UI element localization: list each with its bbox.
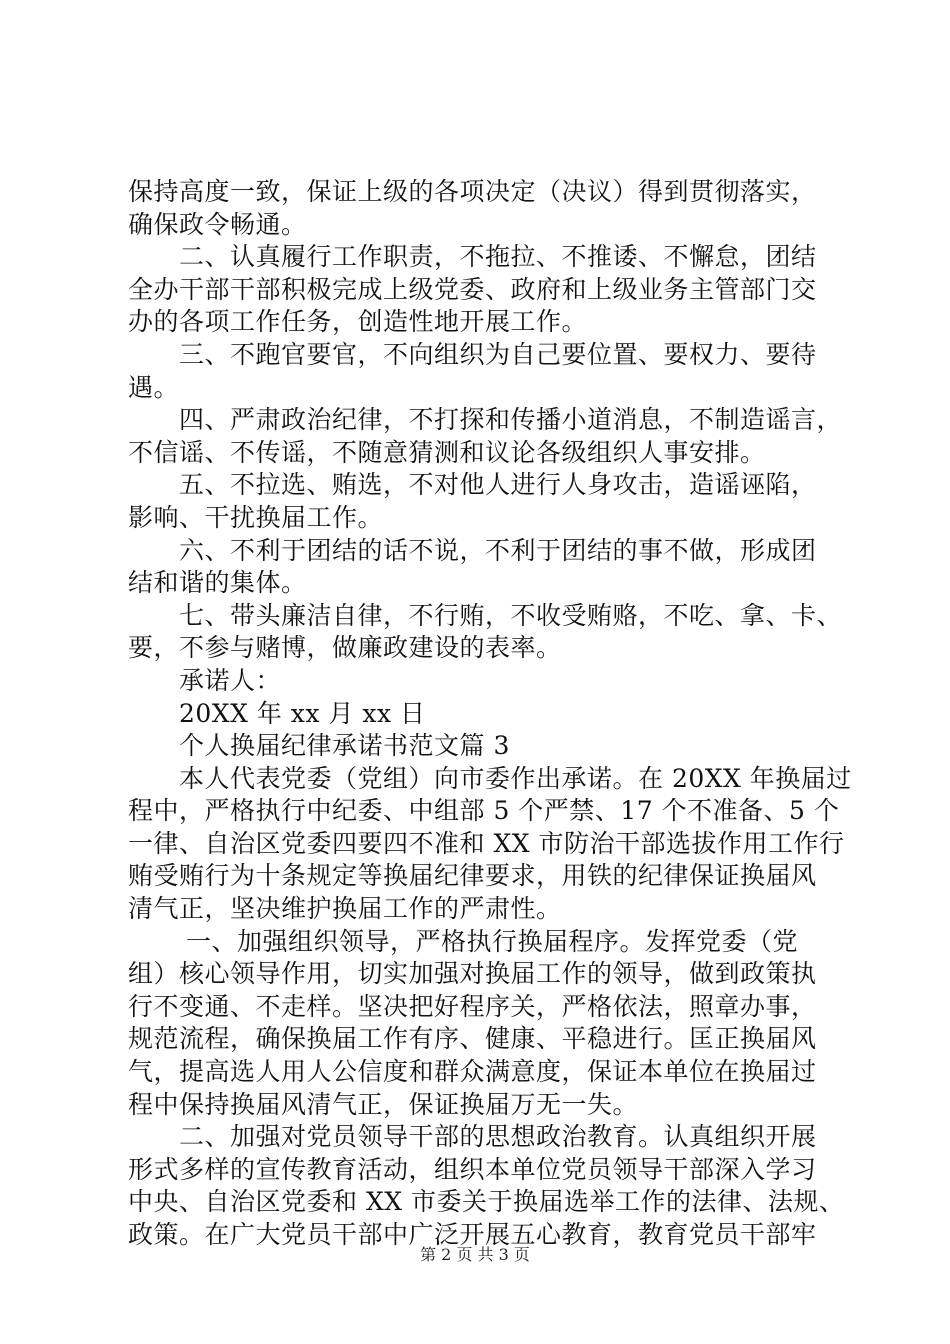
text-line: 四、严肃政治纪律，不打探和传播小道消息，不制造谣言， bbox=[179, 405, 843, 435]
date-line: 20XX 年 xx 月 xx 日 bbox=[179, 698, 426, 728]
text-line: 遇。 bbox=[128, 372, 180, 402]
text-line: 六、不利于团结的话不说，不利于团结的事不做，形成团 bbox=[179, 535, 817, 565]
text-line: 程中保持换届风清气正，保证换届万无一失。 bbox=[128, 1089, 639, 1119]
text-line: 办的各项工作任务，创造性地开展工作。 bbox=[128, 307, 588, 337]
document-body bbox=[128, 176, 852, 1252]
text-line: 政策。在广大党员干部中广泛开展五心教育，教育党员干部牢 bbox=[128, 1220, 817, 1249]
text-line: 形式多样的宣传教育活动，组织本单位党员领导干部深入学习 bbox=[128, 1154, 817, 1184]
text-line: 三、不跑官要官，不向组织为自己要位置、要权力、要待 bbox=[179, 339, 817, 369]
text-line: 影响、干扰换届工作。 bbox=[128, 502, 384, 532]
text-line: 结和谐的集体。 bbox=[128, 568, 307, 598]
text-line: 保持高度一致，保证上级的各项决定（决议）得到贯彻落实， bbox=[128, 177, 817, 206]
text-line: 一律、自治区党委四要四不准和 XX 市防治干部选拔作用工作行 bbox=[128, 828, 845, 858]
text-line: 五、不拉选、贿选，不对他人进行人身攻击，造谣诬陷， bbox=[179, 470, 817, 500]
text-line: 规范流程，确保换届工作有序、健康、平稳进行。匡正换届风 bbox=[128, 1024, 817, 1054]
text-line: 全办干部干部积极完成上级党委、政府和上级业务主管部门交 bbox=[128, 274, 817, 304]
text-line: 程中，严格执行中纪委、中组部 5 个严禁、17 个不准备、5 个 bbox=[128, 796, 840, 826]
section-heading: 个人换届纪律承诺书范文篇 3 bbox=[179, 731, 510, 761]
text-line: 一、加强组织领导，严格执行换届程序。发挥党委（党 bbox=[186, 926, 799, 956]
text-line: 组）核心领导作用，切实加强对换届工作的领导，做到政策执 bbox=[128, 959, 817, 989]
text-line: 清气正，坚决维护换届工作的严肃性。 bbox=[128, 894, 562, 924]
text-line: 中央、自治区党委和 XX 市委关于换届选举工作的法律、法规、 bbox=[128, 1187, 845, 1217]
text-line: 气，提高选人用人公信度和群众满意度，保证本单位在换届过 bbox=[128, 1057, 817, 1087]
page-number-footer: 第 2 页 共 3 页 bbox=[420, 1245, 530, 1264]
text-line: 二、认真履行工作职责，不拖拉、不推诿、不懈怠，团结 bbox=[179, 242, 817, 272]
text-line: 要，不参与赌博，做廉政建设的表率。 bbox=[128, 633, 562, 663]
text-line: 贿受贿行为十条规定等换届纪律要求，用铁的纪律保证换届风 bbox=[128, 861, 817, 891]
text-line: 确保政令畅通。 bbox=[128, 209, 307, 239]
text-line: 七、带头廉洁自律，不行贿，不收受贿赂，不吃、拿、卡、 bbox=[179, 600, 843, 630]
signatory-label: 承诺人： bbox=[179, 665, 282, 695]
text-line: 二、加强对党员领导干部的思想政治教育。认真组织开展 bbox=[179, 1122, 817, 1152]
text-line: 不信谣、不传谣，不随意猜测和议论各级组织人事安排。 bbox=[128, 437, 766, 467]
text-line: 本人代表党委（党组）向市委作出承诺。在 20XX 年换届过 bbox=[179, 763, 852, 793]
text-line: 行不变通、不走样。坚决把好程序关，严格依法，照章办事， bbox=[128, 991, 817, 1021]
